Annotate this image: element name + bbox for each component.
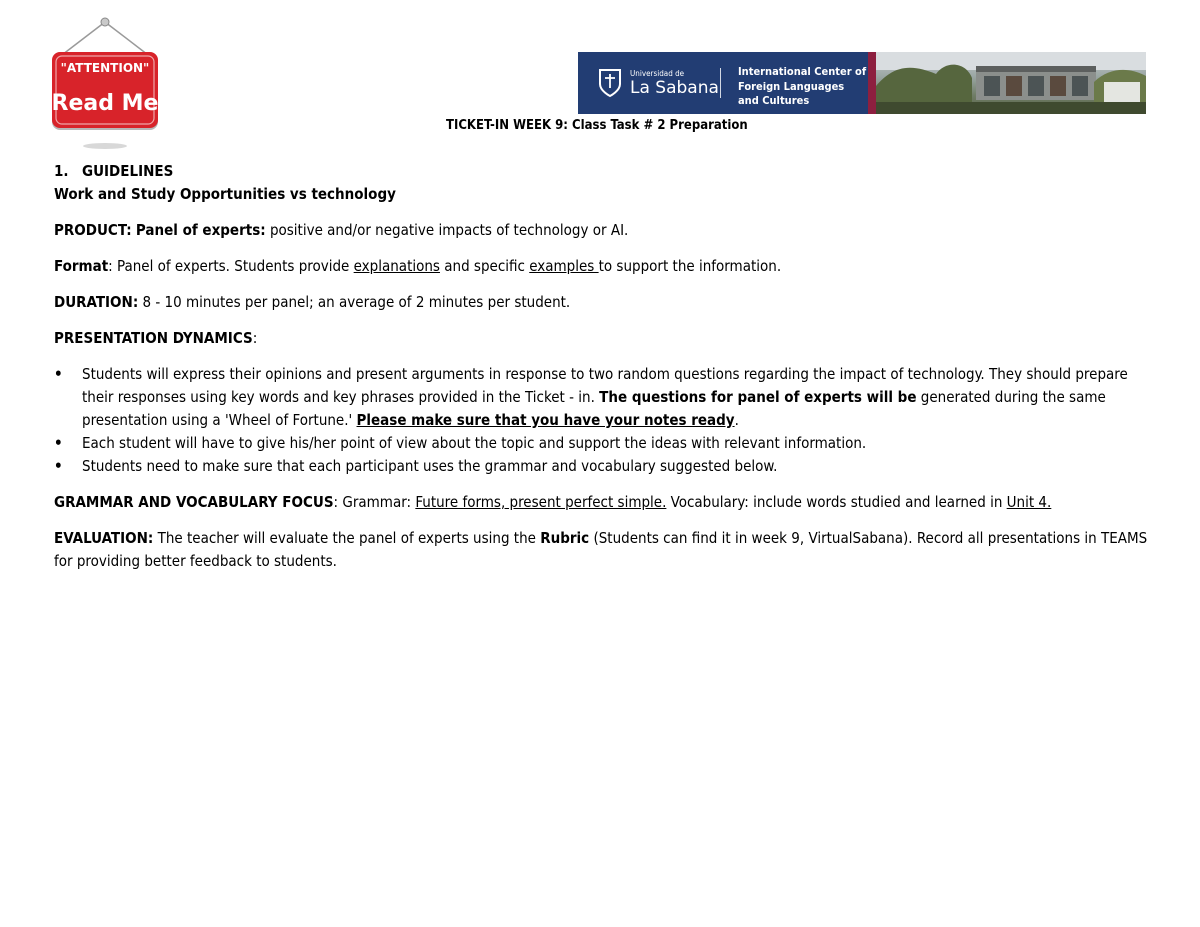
university-prefix: Universidad de xyxy=(630,69,685,78)
evaluation-bold: Rubric xyxy=(540,529,590,547)
format-label: Format xyxy=(54,257,109,275)
guidelines-heading xyxy=(54,160,1154,183)
evaluation-text-1: The teacher will evaluate the panel of experts using the xyxy=(153,529,541,547)
attention-text: "ATTENTION" xyxy=(60,61,150,75)
product-label: PRODUCT: xyxy=(54,221,132,239)
bullet1-text-2: generated during the same presentation using a 'Wheel of Fortune.' xyxy=(82,388,1106,429)
list-item xyxy=(54,363,1154,432)
product-text: positive and/or negative impacts of technology or AI. xyxy=(269,221,629,239)
read-me-text: Read Me xyxy=(51,91,159,116)
grammar-text-1: : Grammar: xyxy=(333,493,416,511)
format-paragraph xyxy=(54,255,1154,278)
evaluation-text-2: (Students can find it in week 9, VirtualSabana). Record all presentations in TEAMS for providing better feedback to students. xyxy=(54,529,1148,570)
dynamics-list xyxy=(54,363,1154,478)
grammar-text-2: Vocabulary: include words studied and learned in xyxy=(666,493,1007,511)
format-text-3: to support the information. xyxy=(598,257,782,275)
attention-read-me-sign xyxy=(44,14,166,154)
section-number: 1. xyxy=(54,162,69,180)
evaluation-paragraph xyxy=(54,527,1154,573)
bullet1-bold: The questions for panel of experts will be xyxy=(599,388,917,406)
duration-label: DURATION: xyxy=(54,293,139,311)
bullet1-bold-underline: Please make sure that you have your notes ready xyxy=(356,411,735,429)
grammar-paragraph xyxy=(54,491,1154,514)
format-underline-2: examples xyxy=(529,257,599,275)
campus-photo xyxy=(876,52,1146,114)
bullet1-end: . xyxy=(734,411,739,429)
document-title: TICKET-IN WEEK 9: Class Task # 2 Preparation xyxy=(446,118,748,133)
bullet1-text-1: Students will express their opinions and present arguments in response to two random questions regarding the impact of technology. They should prepare their responses using key words and key phrases provided in the Ticket - in. xyxy=(82,365,1128,406)
product-paragraph xyxy=(54,219,1154,242)
dynamics-colon: : xyxy=(252,329,258,347)
format-text-2: and specific xyxy=(439,257,530,275)
evaluation-label: EVALUATION: xyxy=(54,529,154,547)
center-name: International Center of Foreign Languages and Cultures xyxy=(738,65,867,107)
university-shield-icon xyxy=(598,68,622,98)
university-name: La Sabana xyxy=(630,78,719,98)
format-underline-1: explanations xyxy=(353,257,440,275)
duration-paragraph xyxy=(54,291,1154,314)
subheading: Work and Study Opportunities vs technology xyxy=(54,185,396,203)
dynamics-label: PRESENTATION DYNAMICS xyxy=(54,329,253,347)
product-bold-text: Panel of experts: xyxy=(135,221,266,239)
dynamics-heading xyxy=(54,327,1154,350)
list-item: • Students need to make sure that each participant uses the grammar and vocabulary suggested below. xyxy=(54,455,1154,478)
banner-brand-panel xyxy=(578,52,868,114)
duration-text: 8 - 10 minutes per panel; an average of 2 minutes per student. xyxy=(142,293,571,311)
grammar-underline-1: Future forms, present perfect simple. xyxy=(415,493,667,511)
section-heading: GUIDELINES xyxy=(82,162,174,180)
list-item: • Each student will have to give his/her point of view about the topic and support the ideas with relevant information. xyxy=(54,432,1154,455)
format-text-1: : Panel of experts. Students provide xyxy=(108,257,354,275)
grammar-underline-2: Unit 4. xyxy=(1006,493,1052,511)
guidelines-content xyxy=(54,160,1154,573)
banner-separator xyxy=(720,68,721,98)
grammar-label: GRAMMAR AND VOCABULARY FOCUS xyxy=(54,493,334,511)
university-banner xyxy=(578,52,1146,114)
banner-divider xyxy=(868,52,876,114)
